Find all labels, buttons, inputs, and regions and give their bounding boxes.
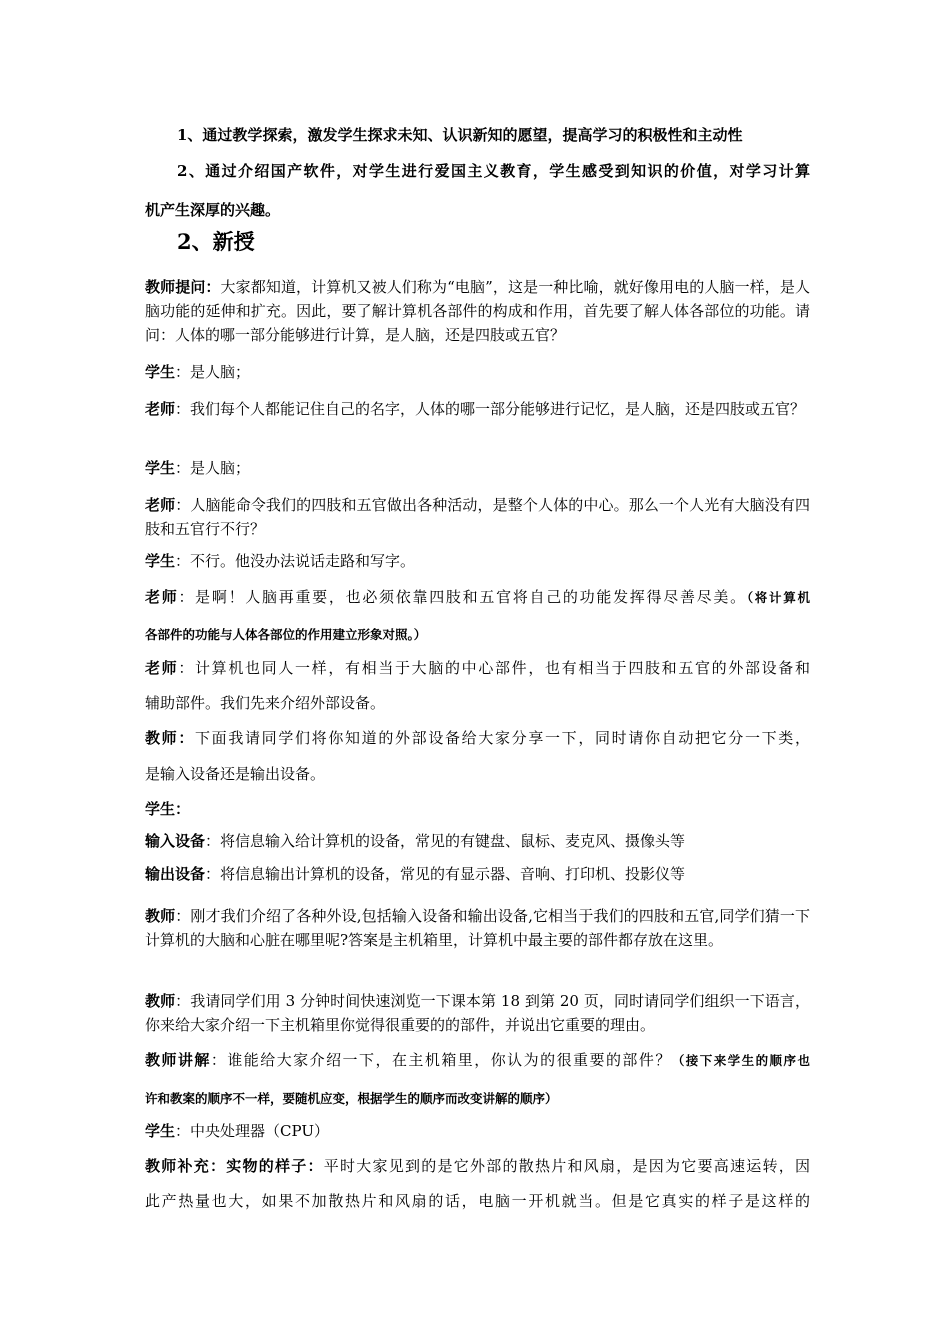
speaker-label: 教师 — [145, 992, 176, 1010]
speaker-label: 老师 — [145, 588, 179, 606]
paragraph-teacher-9-line-1 — [145, 1049, 810, 1072]
paragraph-student-5 — [145, 1120, 810, 1142]
speaker-label: 学生 — [145, 552, 176, 570]
objective-2-text-2: 机产生深厚的兴趣。 — [145, 201, 281, 219]
paragraph-text: 是人脑； — [190, 459, 251, 477]
teaching-note: 许和教案的顺序不一样，要随机应变，根据学生的顺序而改变讲解的顺序） — [145, 1091, 558, 1106]
paragraph-student-1 — [145, 361, 810, 383]
separator: ： — [210, 1157, 227, 1175]
speaker-label: 老师 — [145, 659, 179, 677]
separator: ： — [205, 832, 221, 850]
paragraph-teacher-3 — [145, 493, 810, 541]
paragraph-teacher-10-line-2 — [145, 1190, 810, 1212]
term-label: 输入设备 — [145, 832, 206, 850]
speaker-label: 学生 — [145, 363, 176, 381]
paragraph-teacher-6-line-1 — [145, 727, 810, 749]
section-heading: 2、新授 — [177, 229, 255, 254]
objective-2-line-2 — [145, 199, 810, 221]
paragraph-text: 计算机也同人一样，有相当于大脑的中心部件，也有相当于四肢和五官的外部设备和 — [195, 659, 810, 677]
paragraph-text: 辅助部件。我们先来介绍外部设备。 — [145, 694, 386, 712]
paragraph-student-3 — [145, 550, 810, 572]
speaker-label: 教师讲解 — [145, 1051, 211, 1069]
separator: ： — [205, 865, 221, 883]
separator: ： — [175, 459, 191, 477]
paragraph-teacher-question — [145, 275, 810, 347]
paragraph-teacher-8 — [145, 989, 810, 1037]
paragraph-text: 不行。他没办法说话走路和写字。 — [190, 552, 416, 570]
objective-1-text: 1、通过教学探索，激发学生探求未知、认识新知的愿望，提高学习的积极性和主动性 — [177, 126, 743, 144]
speaker-label: 学生： — [145, 800, 191, 818]
paragraph-teacher-9-line-2 — [145, 1087, 810, 1110]
term-label: 输出设备 — [145, 865, 206, 883]
paragraph-teacher-10-line-1 — [145, 1155, 810, 1177]
separator: ： — [178, 659, 196, 677]
speaker-label: 实物的样子： — [226, 1157, 324, 1175]
teaching-note: 各部件的功能与人体各部位的作用建立形象对照。） — [145, 627, 427, 642]
teaching-note: （接下来学生的顺序也 — [671, 1053, 810, 1068]
paragraph-teacher-4-line-2 — [145, 623, 810, 646]
paragraph-text: 下面我请同学们将你知道的外部设备给大家分享一下，同时请你自动把它分一下类， — [195, 729, 810, 747]
paragraph-text: 中央处理器（CPU） — [190, 1122, 329, 1140]
paragraph-teacher-7 — [145, 904, 810, 952]
paragraph-text: 是啊！人脑再重要，也必须依靠四肢和五官将自己的功能发挥得尽善尽美。 — [195, 588, 747, 606]
paragraph-text: 我请同学们用 3 分钟时间快速浏览一下课本第 18 到第 20 页，同时请同学们组织一下语言，你来给大家介绍一下主机箱里你觉得很重要的的部件，并说出它重要的理由。 — [145, 992, 810, 1034]
speaker-label: 学生 — [145, 459, 176, 477]
objective-2-text-1: 2、通过介绍国产软件，对学生进行爱国主义教育，学生感受到知识的价值，对学习计算 — [177, 162, 810, 180]
paragraph-student-2 — [145, 457, 810, 479]
paragraph-text: 将信息输出计算机的设备，常见的有显示器、音响、打印机、投影仪等 — [220, 865, 686, 883]
input-device-definition — [145, 830, 810, 852]
separator: ： — [210, 1051, 228, 1069]
paragraph-teacher-2 — [145, 397, 810, 421]
paragraph-teacher-5-line-1 — [145, 657, 810, 679]
teaching-note: （将计算机 — [746, 590, 810, 605]
objective-1 — [177, 124, 810, 146]
speaker-label: 老师 — [145, 400, 176, 418]
separator: ： — [178, 588, 196, 606]
paragraph-text: 我们每个人都能记住自己的名字，人体的哪一部分能够进行记忆，是人脑，还是四肢或五官？ — [190, 400, 806, 418]
speaker-label: 老师 — [145, 496, 176, 514]
separator: ： — [175, 907, 191, 925]
speaker-label: 教师提问： — [145, 278, 221, 296]
speaker-label: 教师： — [145, 729, 195, 747]
speaker-label: 教师 — [145, 907, 176, 925]
paragraph-text: 将信息输入给计算机的设备，常见的有键盘、鼠标、麦克风、摄像头等 — [220, 832, 686, 850]
separator: ： — [175, 400, 191, 418]
paragraph-text: 谁能给大家介绍一下，在主机箱里，你认为的很重要的部件？ — [227, 1051, 672, 1069]
objective-2-line-1 — [177, 160, 810, 182]
output-device-definition — [145, 863, 810, 885]
paragraph-teacher-4-line-1 — [145, 586, 810, 609]
paragraph-student-4 — [145, 798, 810, 820]
paragraph-text: 平时大家见到的是它外部的散热片和风扇，是因为它要高速运转，因 — [323, 1157, 810, 1175]
paragraph-text: 大家都知道，计算机又被人们称为“电脑”，这是一种比喻，就好像用电的人脑一样，是人脑功能的延伸和扩充。因此，要了解计算机各部件的构成和作用，首先要了解人体各部位的功能。请问：人体的哪一部分能够进行计算，是人脑，还是四肢或五官？ — [145, 278, 810, 344]
speaker-label: 教师补充 — [145, 1157, 210, 1175]
speaker-label: 学生 — [145, 1122, 176, 1140]
paragraph-text: 刚才我们介绍了各种外设,包括输入设备和输出设备,它相当于我们的四肢和五官,同学们猜一下计算机的大脑和心脏在哪里呢?答案是主机箱里，计算机中最主要的部件都存放在这里。 — [145, 907, 810, 949]
paragraph-teacher-6-line-2 — [145, 763, 810, 785]
paragraph-text: 是人脑； — [190, 363, 251, 381]
separator: ： — [175, 363, 191, 381]
separator: ： — [175, 496, 191, 514]
separator: ： — [175, 1122, 191, 1140]
paragraph-text: 是输入设备还是输出设备。 — [145, 765, 326, 783]
paragraph-text: 人脑能命令我们的四肢和五官做出各种活动，是整个人体的中心。那么一个人光有大脑没有四肢和五官行不行？ — [145, 496, 810, 538]
paragraph-teacher-5-line-2 — [145, 692, 810, 714]
separator: ： — [175, 992, 191, 1010]
separator: ： — [175, 552, 191, 570]
paragraph-text: 此产热量也大，如果不加散热片和风扇的话，电脑一开机就当。但是它真实的样子是这样的 — [145, 1192, 810, 1210]
